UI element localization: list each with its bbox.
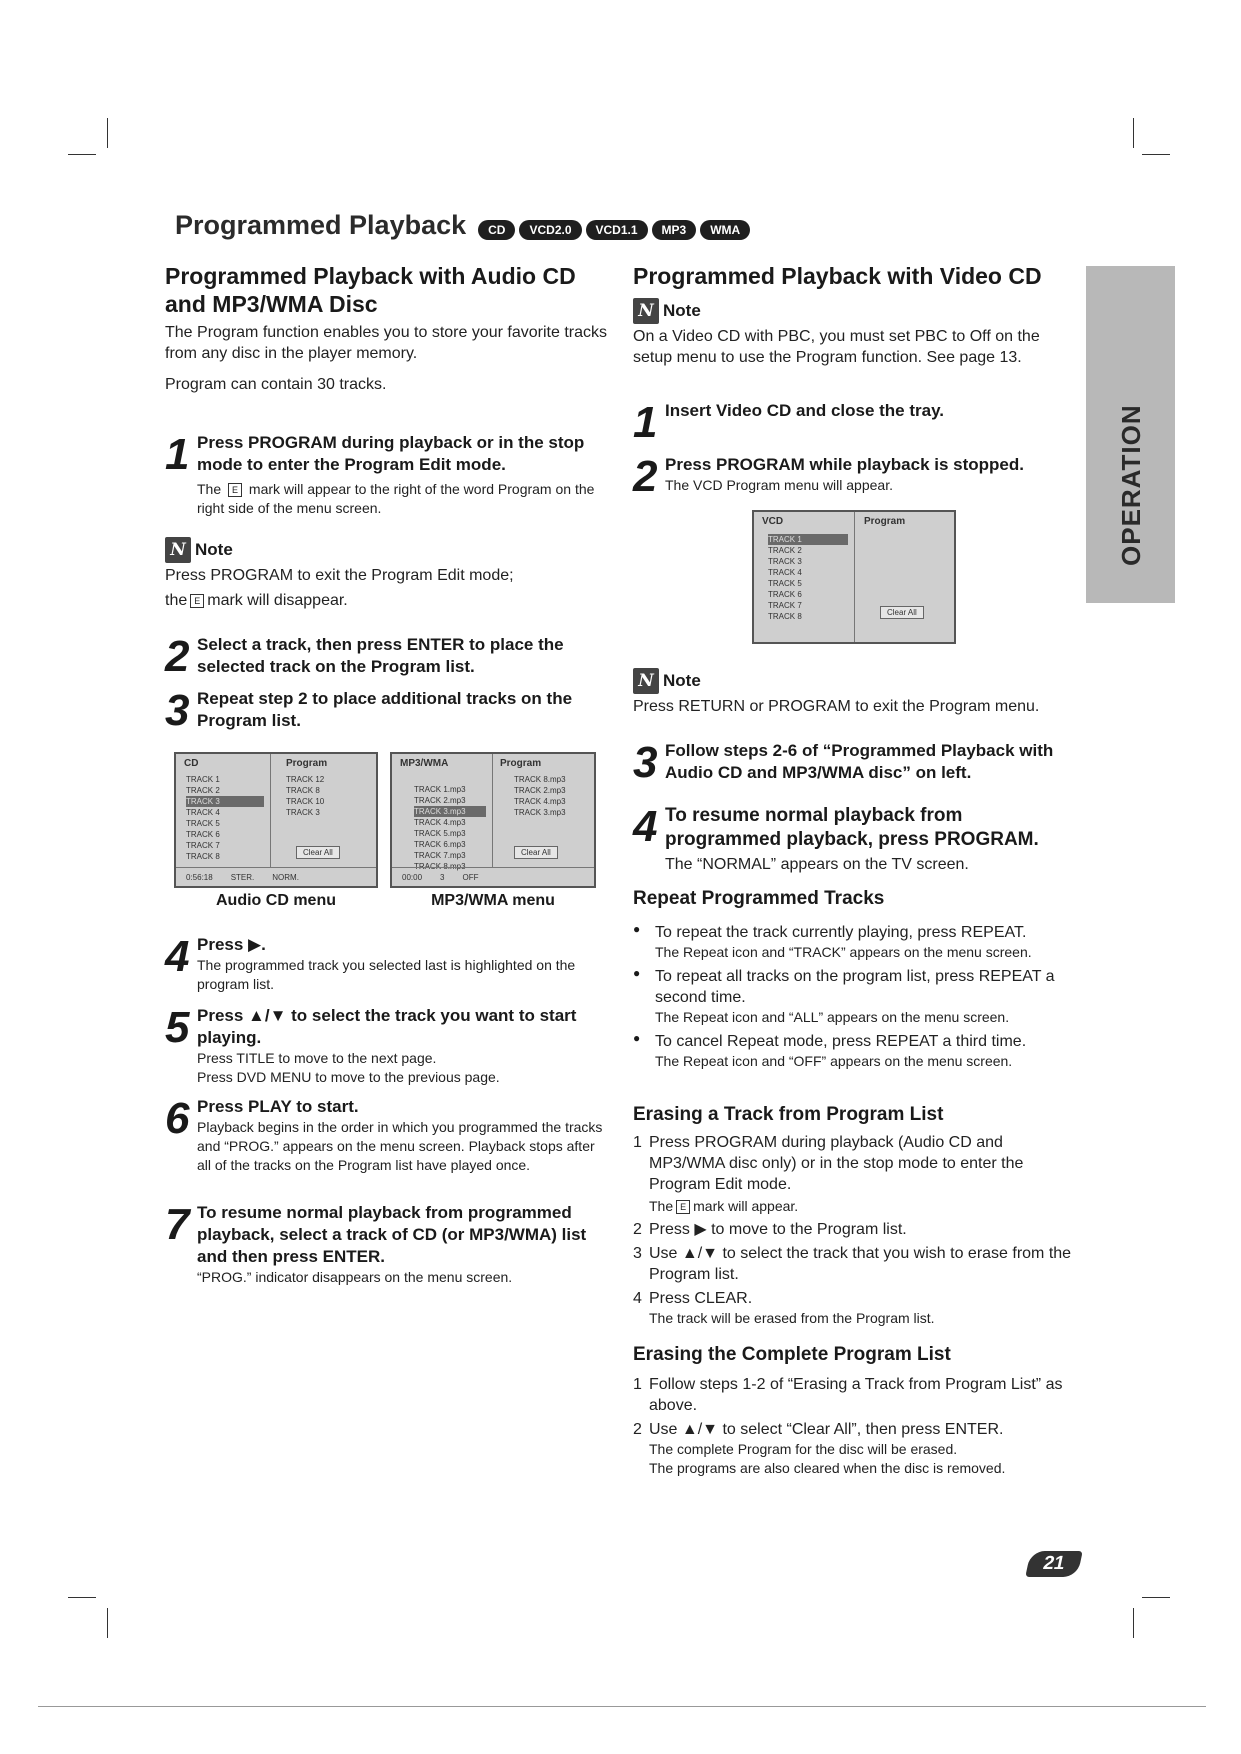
list-item: 4 Press CLEAR. The track will be erased from the Program list.: [633, 1290, 935, 1326]
left-intro-1: The Program function enables you to store your favorite tracks from any disc in the player memory.: [165, 324, 607, 362]
repeat-main: ● To repeat all tracks on the program list, press REPEAT a second time.: [655, 968, 1055, 1006]
note-icon: N: [633, 298, 659, 324]
list-item: 2 Use ▲/▼ to select “Clear All”, then press ENTER. The complete Program for the disc will be erased. The programs are also cleared when the disc is removed.: [633, 1421, 1006, 1476]
left-step-1: [165, 432, 605, 518]
step-body: The programmed track you selected last is highlighted on the program list.: [197, 957, 576, 992]
program-item: TRACK 8: [286, 786, 320, 795]
page-title: [175, 210, 750, 241]
program-item: TRACK 3.mp3: [514, 808, 566, 817]
track-item: TRACK 7: [186, 841, 220, 850]
left-step-5: [165, 1005, 605, 1087]
menu-title: MP3/WMA: [400, 758, 449, 769]
list-item: 1 Follow steps 1-2 of “Erasing a Track from Program List” as above.: [633, 1374, 1073, 1416]
step-number: 6: [165, 1094, 190, 1143]
note-text-b: the: [165, 592, 188, 609]
track-item: TRACK 1: [186, 775, 220, 784]
erase-item-1-sub-a: The: [649, 1198, 674, 1214]
menu-status-bar: [176, 867, 376, 886]
step-heading: Press PROGRAM while playback is stopped.: [665, 455, 1024, 474]
step-heading: Press ▲/▼ to select the track you want to start playing.: [197, 1006, 577, 1047]
program-item: TRACK 12: [286, 775, 325, 784]
right-step-3: [633, 738, 1073, 787]
badge-cd: CD: [478, 220, 515, 240]
erase-all-heading: Erasing the Complete Program List: [633, 1344, 951, 1365]
left-step-6: [165, 1096, 605, 1175]
erase-all-item-2: Use ▲/▼ to select “Clear All”, then press ENTER.: [649, 1421, 1004, 1438]
edit-mark-icon: E: [228, 483, 242, 497]
step-number: 3: [633, 738, 658, 787]
menu-program-label: Program: [286, 758, 328, 769]
erase-item-4-sub: The track will be erased from the Program list.: [649, 1310, 935, 1326]
menu-title: CD: [184, 758, 199, 769]
menu-program-label: Program: [500, 758, 542, 769]
track-item: TRACK 2.mp3: [414, 796, 466, 805]
repeat-list: [633, 922, 1073, 1075]
step-body-2: Press DVD MENU to move to the previous page.: [197, 1069, 500, 1085]
step-heading: Press PLAY to start.: [197, 1097, 359, 1116]
track-item: TRACK 3: [768, 557, 802, 566]
right-note-1: [633, 298, 1073, 368]
left-intro-2: Program can contain 30 tracks.: [165, 376, 387, 393]
erase-item-2: Press ▶ to move to the Program list.: [649, 1221, 907, 1238]
erase-all-item-2-sub-2: The programs are also cleared when the disc is removed.: [649, 1460, 1006, 1476]
step-body: [197, 480, 605, 518]
menu-program-label: Program: [864, 516, 906, 527]
disc-badges: [474, 210, 750, 241]
repeat-sub: The Repeat icon and “OFF” appears on the menu screen.: [655, 1053, 1013, 1069]
note-text: On a Video CD with PBC, you must set PBC to Off on the setup menu to use the Program function. See page 13.: [633, 328, 1040, 366]
right-step-1: [633, 398, 1073, 447]
clear-all-button: Clear All: [880, 606, 924, 619]
track-list: [414, 784, 486, 872]
list-item: [633, 966, 1073, 1027]
step-number: 5: [165, 1003, 190, 1052]
step-body: The VCD Program menu will appear.: [665, 477, 893, 493]
track-list: [768, 534, 848, 622]
track-item-selected: TRACK 3: [186, 796, 264, 807]
track-item: TRACK 7.mp3: [414, 851, 466, 860]
program-list: [286, 774, 366, 818]
erase-item-1: Press PROGRAM during playback (Audio CD and MP3/WMA disc only) or in the stop mode to enter the Program Edit mode.: [649, 1134, 1024, 1193]
mp3-wma-menu-screenshot: [390, 752, 596, 888]
track-item: TRACK 8: [768, 612, 802, 621]
note-text-a: Press PROGRAM to exit the Program Edit mode;: [165, 567, 514, 584]
track-item: TRACK 5.mp3: [414, 829, 466, 838]
track-item: TRACK 4: [768, 568, 802, 577]
repeat-heading: Repeat Programmed Tracks: [633, 888, 885, 909]
step-heading: Press PROGRAM during playback or in the stop mode to enter the Program Edit mode.: [197, 433, 585, 474]
step-body-b: mark will appear to the right of the word Program on the right side of the menu screen.: [197, 481, 595, 516]
track-item: TRACK 5: [186, 819, 220, 828]
edit-mark-icon: E: [676, 1200, 690, 1214]
program-item: TRACK 8.mp3: [514, 775, 566, 784]
left-step-3: [165, 686, 605, 735]
audio-cd-menu-caption: Audio CD menu: [216, 892, 336, 909]
erase-all-item-2-sub-1: The complete Program for the disc will be erased.: [649, 1441, 958, 1457]
repeat-sub: The Repeat icon and “TRACK” appears on the menu screen.: [655, 944, 1032, 960]
left-step-4: [165, 934, 605, 994]
right-heading: Programmed Playback with Video CD: [633, 263, 1042, 289]
track-item: TRACK 1.mp3: [414, 785, 466, 794]
status-time: 00:00: [402, 872, 423, 882]
note-text: [165, 590, 615, 611]
step-number: 3: [165, 686, 190, 735]
track-item: TRACK 7: [768, 601, 802, 610]
erase-all-list: [633, 1374, 1073, 1481]
track-item: TRACK 2: [186, 786, 220, 795]
program-item: TRACK 3: [286, 808, 320, 817]
step-number: 1: [165, 430, 190, 479]
track-item: TRACK 6.mp3: [414, 840, 466, 849]
track-item: TRACK 2: [768, 546, 802, 555]
repeat-main: ● To cancel Repeat mode, press REPEAT a third time.: [655, 1033, 1027, 1050]
status-b: NORM.: [272, 872, 299, 882]
program-item: TRACK 2.mp3: [514, 786, 566, 795]
right-step-2: [633, 452, 1073, 501]
step-heading: Repeat step 2 to place additional tracks on the Program list.: [197, 689, 573, 730]
right-note-2: [633, 668, 1073, 717]
status-b: OFF: [462, 872, 479, 882]
erase-item-3: Use ▲/▼ to select the track that you wish to erase from the Program list.: [649, 1245, 1072, 1283]
menu-status-bar: [392, 867, 594, 886]
list-item: 2 Press ▶ to move to the Program list.: [633, 1221, 907, 1238]
erase-track-heading: Erasing a Track from Program List: [633, 1104, 944, 1125]
step-body-1: Press TITLE to move to the next page.: [197, 1050, 437, 1066]
step-number: 2: [633, 452, 658, 501]
step-number: 2: [165, 632, 190, 681]
badge-vcd20: VCD2.0: [519, 220, 581, 240]
step-body: Playback begins in the order in which you programmed the tracks and “PROG.” appears on the menu screen. Playback stops after all of the tracks on the Program list have played once.: [197, 1119, 603, 1173]
badge-mp3: MP3: [652, 220, 697, 240]
clear-all-button: Clear All: [514, 846, 558, 859]
repeat-main: ● To repeat the track currently playing, press REPEAT.: [655, 924, 1027, 941]
mp3-wma-menu-caption: MP3/WMA menu: [431, 892, 555, 909]
note-text: Press RETURN or PROGRAM to exit the Program menu.: [633, 698, 1040, 715]
audio-cd-menu-screenshot: [174, 752, 378, 888]
status-a: STER.: [230, 872, 255, 882]
step-number: 4: [633, 802, 658, 851]
sidebar-label: OPERATION: [1116, 404, 1146, 566]
list-item: [633, 922, 1073, 962]
list-item: 3 Use ▲/▼ to select the track that you wish to erase from the Program list.: [633, 1245, 1072, 1283]
repeat-sub: The Repeat icon and “ALL” appears on the menu screen.: [655, 1009, 1010, 1025]
erase-item-1-sub: [649, 1197, 1073, 1216]
left-heading: Programmed Playback with Audio CD and MP3/WMA Disc: [165, 263, 576, 317]
step-number: 1: [633, 398, 658, 447]
status-time: 0:56:18: [186, 872, 213, 882]
step-number: 4: [165, 932, 190, 981]
track-item: TRACK 6: [768, 590, 802, 599]
track-list: [186, 774, 264, 862]
step-body: The “NORMAL” appears on the TV screen.: [665, 856, 969, 873]
step-body-a: The: [197, 481, 222, 497]
step-heading: Press ▶.: [197, 935, 266, 954]
erase-item-1-sub-b: mark will appear.: [693, 1198, 799, 1214]
step-number: 7: [165, 1200, 190, 1249]
step-heading: Insert Video CD and close the tray.: [665, 401, 945, 420]
list-item: [633, 1031, 1073, 1071]
left-note: [165, 537, 615, 611]
note-label: Note: [663, 301, 701, 320]
track-item: TRACK 4.mp3: [414, 818, 466, 827]
track-item: TRACK 8.mp3: [414, 862, 466, 871]
program-item: TRACK 10: [286, 797, 325, 806]
note-label: Note: [663, 671, 701, 690]
note-text-c: mark will disappear.: [207, 592, 348, 609]
edit-mark-icon: E: [190, 594, 204, 608]
track-item-selected: TRACK 3.mp3: [414, 806, 486, 817]
step-heading: Select a track, then press ENTER to place the selected track on the Program list.: [197, 635, 564, 676]
erase-track-list: [633, 1132, 1073, 1331]
program-item: TRACK 4.mp3: [514, 797, 566, 806]
step-heading: To resume normal playback from programmed playback, press PROGRAM.: [665, 805, 1039, 850]
step-heading: To resume normal playback from programmed playback, select a track of CD (or MP3/WMA) list and then press ENTER.: [197, 1203, 587, 1266]
track-item: TRACK 4: [186, 808, 220, 817]
left-step-7: [165, 1202, 605, 1287]
page-number: 21: [1025, 1551, 1083, 1577]
list-item: 1 Press PROGRAM during playback (Audio CD and MP3/WMA disc only) or in the stop mode to enter the Program Edit mode. The E mark will appear.: [633, 1132, 1073, 1216]
erase-all-item-1: Follow steps 1-2 of “Erasing a Track from Program List” as above.: [649, 1376, 1063, 1414]
track-item: TRACK 8: [186, 852, 220, 861]
right-step-4: [633, 804, 1073, 875]
note-icon: N: [165, 537, 191, 563]
menu-title: VCD: [762, 516, 784, 527]
page-title-text: Programmed Playback: [175, 210, 467, 240]
step-body: “PROG.” indicator disappears on the menu screen.: [197, 1269, 513, 1285]
section-sidebar-tab: [1086, 266, 1175, 603]
program-list: [514, 774, 588, 818]
track-item: TRACK 5: [768, 579, 802, 588]
note-icon: N: [633, 668, 659, 694]
track-item-selected: TRACK 1: [768, 534, 848, 545]
clear-all-button: Clear All: [296, 846, 340, 859]
track-item: TRACK 6: [186, 830, 220, 839]
note-label: Note: [195, 540, 233, 559]
step-heading: Follow steps 2-6 of “Programmed Playback with Audio CD and MP3/WMA disc” on left.: [665, 741, 1054, 782]
badge-wma: WMA: [700, 220, 750, 240]
vcd-menu-screenshot: [752, 510, 956, 644]
badge-vcd11: VCD1.1: [586, 220, 648, 240]
status-a: 3: [440, 872, 445, 882]
erase-item-4: Press CLEAR.: [649, 1290, 753, 1307]
left-step-2: [165, 632, 605, 681]
